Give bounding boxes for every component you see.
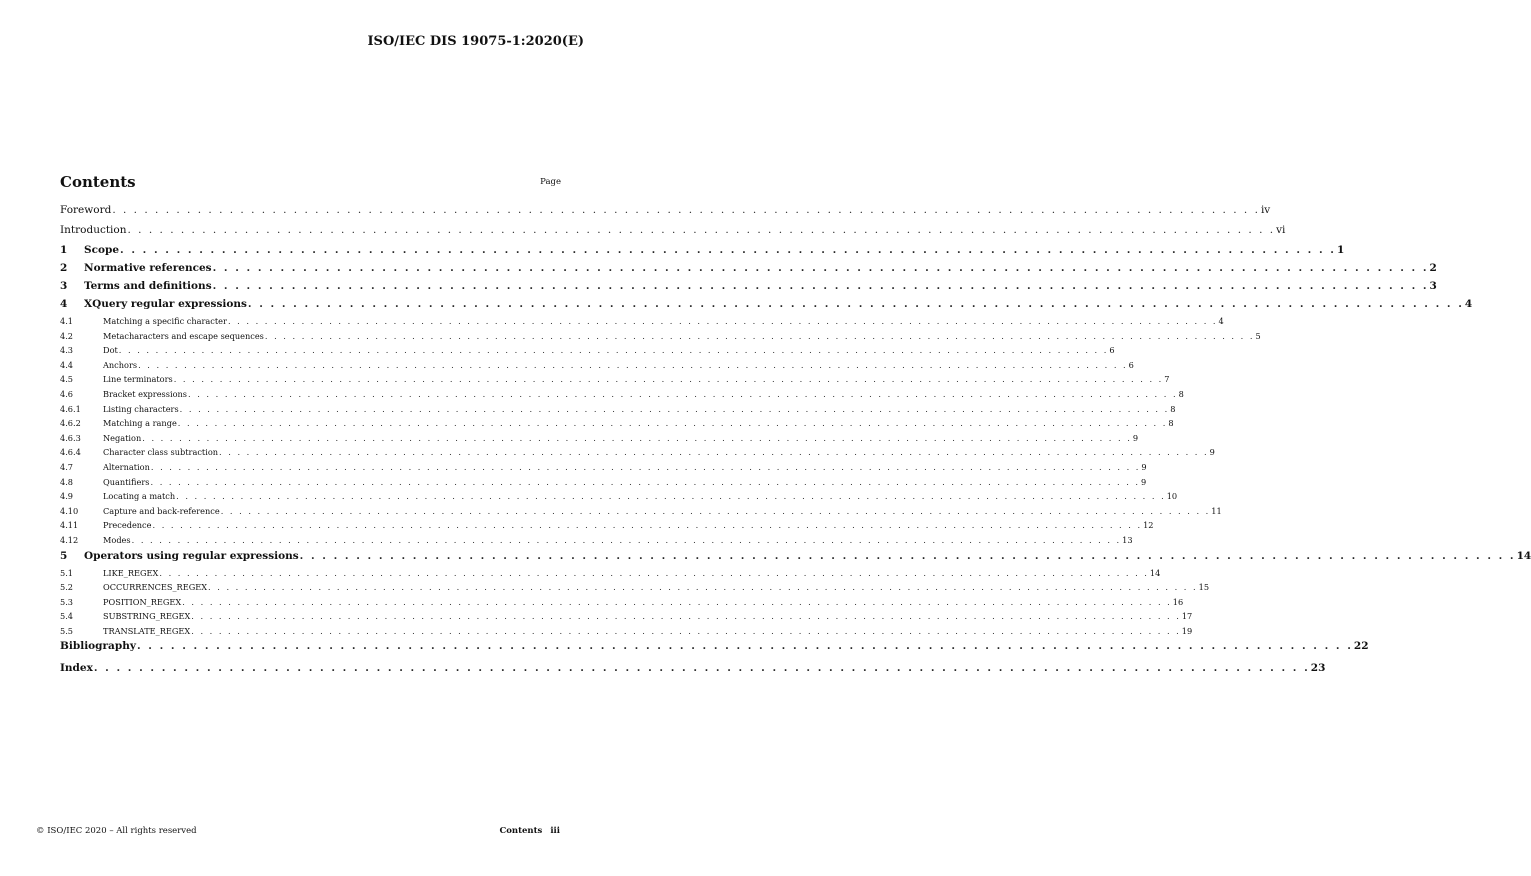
toc-entry-page: 22 [1353,640,1369,653]
toc-entry[interactable] [60,520,1154,535]
toc-dot-leader: . . . . . . . . . . . . . . . . . . . . . . . . . . . . . . . . . . . . . . . . . . . . . . . . . . . . . . . . . . . . . . . . . . . . . . . . . . . . . . . . . . . . . . . . . . . . . . . . . . . . . . . . . . . . [191,611,1181,622]
toc-entry-number: 5.1 [60,567,74,578]
toc-dot-leader: . . . . . . . . . . . . . . . . . . . . . . . . . . . . . . . . . . . . . . . . . . . . . . . . . . . . . . . . . . . . . . . . . . . . . . . . . . . . . . . . . . . . . . . . . . . . . . . . . . . . . . . . . . . . [182,596,1172,607]
toc-entry-title: Introduction [60,224,127,236]
toc-entry[interactable] [60,359,1134,375]
toc-entry-title: Matching a specific character [103,316,227,326]
toc-entry-title: Capture and back-reference [103,505,220,516]
toc-entry[interactable] [60,461,1147,477]
toc-entry-page: vi [1276,224,1286,236]
toc-entry-title: Negation [103,432,142,443]
toc-entry-page: 6 [1128,359,1134,370]
toc-dot-leader: . . . . . . . . . . . . . . . . . . . . . . . . . . . . . . . . . . . . . . . . . . . . . . . . . . . . . . . . . . . . . . . . . . . . . . . . . . . . . . . . . . . . . . . . . . . . . . . . . . . . . . . . . . . . [150,476,1141,487]
toc-dot-leader: . . . . . . . . . . . . . . . . . . . . . . . . . . . . . . . . . . . . . . . . . . . . . . . . . . . . . . . . . . . . . . . . . . . . . . . . . . . . . . . . . . . . . . . . . . . . . . . . . . . . . . . . . . . . [212,262,1429,274]
toc-entry-title: Alternation [103,461,150,472]
toc-entry[interactable] [60,262,1437,280]
toc-entry-page: 17 [1181,611,1193,622]
toc-dot-leader: . . . . . . . . . . . . . . . . . . . . . . . . . . . . . . . . . . . . . . . . . . . . . . . . . . . . . . . . . . . . . . . . . . . . . . . . . . . . . . . . . . . . . . . . . . . . . . . . . . . . . . . . . . . . [120,244,1336,256]
toc-entry-page: 14 [1149,567,1161,578]
toc-entry[interactable] [60,505,1222,521]
toc-entry[interactable] [60,596,1184,612]
toc-entry[interactable] [60,374,1170,389]
footer-copyright: © ISO/IEC 2020 – All rights reserved [36,826,197,836]
toc-entry-title: LIKE_REGEX [103,567,159,578]
toc-entry-title: Foreword [60,204,112,216]
toc-entry[interactable] [60,432,1139,448]
toc-entry-title: Modes [103,534,131,545]
toc-entry-number: 4.2 [60,330,74,341]
toc-entry[interactable] [60,447,1215,462]
toc-entry[interactable] [60,549,1531,568]
toc-entry-number: 5 [60,549,68,562]
toc-entry-number: 4.9 [60,491,74,502]
toc-entry-title: Terms and definitions [84,280,212,292]
toc-entry-title: Quantifiers [103,476,150,487]
toc-entry[interactable] [60,582,1210,597]
toc-entry-page: 14 [1516,549,1531,562]
toc-dot-leader: . . . . . . . . . . . . . . . . . . . . . . . . . . . . . . . . . . . . . . . . . . . . . . . . . . . . . . . . . . . . . . . . . . . . . . . . . . . . . . . . . . . . . . . . . . . . . . . . . . . . . . . . . . . . [118,345,1109,356]
toc-dot-leader: . . . . . . . . . . . . . . . . . . . . . . . . . . . . . . . . . . . . . . . . . . . . . . . . . . . . . . . . . . . . . . . . . . . . . . . . . . . . . . . . . . . . . . . . . . . . . . . . . . . . . . . . . . . . [152,520,1143,531]
toc-entry-page: 9 [1132,432,1139,443]
toc-dot-leader: . . . . . . . . . . . . . . . . . . . . . . . . . . . . . . . . . . . . . . . . . . . . . . . . . . . . . . . . . . . . . . . . . . . . . . . . . . . . . . . . . . . . . . . . . . . . . . . . . . . . . . . . . . . . [131,534,1122,545]
toc-entry-page: 13 [1122,534,1133,545]
toc-dot-leader: . . . . . . . . . . . . . . . . . . . . . . . . . . . . . . . . . . . . . . . . . . . . . . . . . . . . . . . . . . . . . . . . . . . . . . . . . . . . . . . . . . . . . . . . . . . . . . . . . . . . . . . . . . . . [227,316,1218,326]
toc-entry-page: 4 [1464,298,1473,310]
toc-entry-title: Anchors [103,359,138,370]
toc-entry-title: TRANSLATE_REGEX [103,625,191,636]
toc-entry[interactable] [60,611,1193,626]
toc-entry-number: 2 [60,262,68,274]
toc-entry-page: iv [1260,204,1271,216]
toc-entry-number: 4.11 [60,520,79,531]
toc-entry-page: 10 [1166,491,1178,502]
page-column-label: Page [540,177,561,187]
toc-entry-number: 4.12 [60,534,79,545]
toc-entry-page: 23 [1310,662,1326,675]
toc-dot-leader: . . . . . . . . . . . . . . . . . . . . . . . . . . . . . . . . . . . . . . . . . . . . . . . . . . . . . . . . . . . . . . . . . . . . . . . . . . . . . . . . . . . . . . . . . . . . . . . . . . . . . . . . . . . . [150,461,1141,472]
toc-entry-page: 6 [1109,345,1115,356]
toc-entry[interactable] [60,388,1184,404]
toc-entry-page: 19 [1181,625,1193,636]
toc-entry-title: XQuery regular expressions [84,298,247,310]
toc-dot-leader: . . . . . . . . . . . . . . . . . . . . . . . . . . . . . . . . . . . . . . . . . . . . . . . . . . . . . . . . . . . . . . . . . . . . . . . . . . . . . . . . . . . . . . . . . . . . . . . . . . . . . . . . . . . . [264,330,1255,341]
toc-entry-title: Locating a match [103,491,176,502]
footer-page-info [499,826,560,836]
toc-dot-leader: . . . . . . . . . . . . . . . . . . . . . . . . . . . . . . . . . . . . . . . . . . . . . . . . . . . . . . . . . . . . . . . . . . . . . . . . . . . . . . . . . . . . . . . . . . . . . . . . . . . . . . . . . . . . [247,298,1464,310]
toc-entry-page: 8 [1178,388,1184,399]
toc-entry-number: 4.4 [60,359,74,370]
toc-entry-number: 4.6 [60,388,74,399]
toc-entry-number: 4.6.1 [60,403,81,414]
toc-entry[interactable] [60,298,1473,316]
toc-entry[interactable] [60,345,1115,360]
toc-entry-number: 4.5 [60,374,74,385]
toc-entry[interactable] [60,330,1261,346]
document-identifier: ISO/IEC DIS 19075-1:2020(E) [367,34,584,49]
toc-entry-number: 5.3 [60,596,74,607]
toc-entry-page: 2 [1429,262,1437,274]
toc-entry[interactable] [60,244,1345,262]
toc-entry-title: Character class subtraction [103,447,219,458]
toc-entry[interactable] [60,534,1133,550]
toc-dot-leader: . . . . . . . . . . . . . . . . . . . . . . . . . . . . . . . . . . . . . . . . . . . . . . . . . . . . . . . . . . . . . . . . . . . . . . . . . . . . . . . . . . . . . . . . . . . . . . . . . . . . . . . . . . . . [220,505,1211,516]
toc-entry-number: 4.7 [60,461,74,472]
toc-entry-number: 4.6.4 [60,447,81,458]
toc-entry-number: 4.8 [60,476,74,487]
toc-dot-leader: . . . . . . . . . . . . . . . . . . . . . . . . . . . . . . . . . . . . . . . . . . . . . . . . . . . . . . . . . . . . . . . . . . . . . . . . . . . . . . . . . . . . . . . . . . . . . . . . . . . . . . . . . . . . [208,582,1198,593]
toc-entry[interactable] [60,403,1176,419]
toc-dot-leader: . . . . . . . . . . . . . . . . . . . . . . . . . . . . . . . . . . . . . . . . . . . . . . . . . . . . . . . . . . . . . . . . . . . . . . . . . . . . . . . . . . . . . . . . . . . . . . . . . . . . . . . . . . . . [176,491,1166,502]
toc-entry-title: Operators using regular expressions [84,549,299,562]
toc-entry-page: 8 [1168,418,1174,429]
toc-entry-page: 12 [1143,520,1154,531]
toc-entry-number: 4.10 [60,505,79,516]
toc-entry[interactable] [60,625,1193,641]
toc-entry-page: 16 [1172,596,1184,607]
toc-entry-page: 5 [1255,330,1261,341]
toc-entry-title: Precedence [103,520,152,531]
toc-entry-number: 4.6.3 [60,432,81,443]
toc-entry-page: 1 [1336,244,1345,256]
toc-entry[interactable] [60,418,1174,433]
toc-entry-title: Matching a range [103,418,177,429]
toc-entry-title: Line terminators [103,374,173,385]
toc-entry-number: 5.5 [60,625,74,636]
contents-heading: Contents [60,173,136,191]
toc-dot-leader: . . . . . . . . . . . . . . . . . . . . . . . . . . . . . . . . . . . . . . . . . . . . . . . . . . . . . . . . . . . . . . . . . . . . . . . . . . . . . . . . . . . . . . . . . . . . . . . . . . . . . . . . . . . . [173,374,1164,385]
toc-entry-number: 4.6.2 [60,418,81,429]
toc-entry-page: 9 [1209,447,1215,458]
toc-entry-number: 4.1 [60,316,74,326]
toc-dot-leader: . . . . . . . . . . . . . . . . . . . . . . . . . . . . . . . . . . . . . . . . . . . . . . . . . . . . . . . . . . . . . . . . . . . . . . . . . . . . . . . . . . . . . . . . . . . . . . . . . . . . . . . . . . . . [299,549,1516,562]
toc-entry[interactable] [60,204,1271,224]
toc-entry-title: Bibliography [60,640,136,653]
toc-dot-leader: . . . . . . . . . . . . . . . . . . . . . . . . . . . . . . . . . . . . . . . . . . . . . . . . . . . . . . . . . . . . . . . . . . . . . . . . . . . . . . . . . . . . . . . . . . . . . . . . . . . . . . . . . . . . [159,567,1149,578]
toc-entry[interactable] [60,316,1224,331]
toc-dot-leader: . . . . . . . . . . . . . . . . . . . . . . . . . . . . . . . . . . . . . . . . . . . . . . . . . . . . . . . . . . . . . . . . . . . . . . . . . . . . . . . . . . . . . . . . . . . . . . . . . . . . . . . . . . . . [191,625,1181,636]
toc-entry-title: SUBSTRING_REGEX [103,611,191,622]
table-of-contents [60,204,1531,684]
toc-entry-title: Listing characters [103,403,179,414]
toc-entry[interactable] [60,280,1437,298]
toc-entry-number: 5.4 [60,611,74,622]
toc-entry[interactable] [60,662,1326,684]
toc-entry-title: POSITION_REGEX [103,596,182,607]
toc-entry-title: Index [60,662,93,675]
toc-entry-page: 11 [1211,505,1222,516]
toc-dot-leader: . . . . . . . . . . . . . . . . . . . . . . . . . . . . . . . . . . . . . . . . . . . . . . . . . . . . . . . . . . . . . . . . . . . . . . . . . . . . . . . . . . . . . . . . . . . . . . . . . . . . . . . . . . . . [93,662,1310,675]
toc-entry-page: 9 [1141,461,1147,472]
toc-entry-page: 9 [1141,476,1147,487]
toc-entry[interactable] [60,476,1147,492]
toc-entry-number: 4 [60,298,68,310]
toc-dot-leader: . . . . . . . . . . . . . . . . . . . . . . . . . . . . . . . . . . . . . . . . . . . . . . . . . . . . . . . . . . . . . . . . . . . . . . . . . . . . . . . . . . . . . . . . . . . . . . . . . . . . . . . . . . . . [127,224,1276,236]
footer-section-label: Contents [499,826,543,836]
toc-entry[interactable] [60,491,1178,506]
toc-dot-leader: . . . . . . . . . . . . . . . . . . . . . . . . . . . . . . . . . . . . . . . . . . . . . . . . . . . . . . . . . . . . . . . . . . . . . . . . . . . . . . . . . . . . . . . . . . . . . . . . . . . . . . . . . . . . [212,280,1429,292]
toc-dot-leader: . . . . . . . . . . . . . . . . . . . . . . . . . . . . . . . . . . . . . . . . . . . . . . . . . . . . . . . . . . . . . . . . . . . . . . . . . . . . . . . . . . . . . . . . . . . . . . . . . . . . . . . . . . . . [112,204,1260,216]
toc-dot-leader: . . . . . . . . . . . . . . . . . . . . . . . . . . . . . . . . . . . . . . . . . . . . . . . . . . . . . . . . . . . . . . . . . . . . . . . . . . . . . . . . . . . . . . . . . . . . . . . . . . . . . . . . . . . . [188,388,1178,399]
toc-dot-leader: . . . . . . . . . . . . . . . . . . . . . . . . . . . . . . . . . . . . . . . . . . . . . . . . . . . . . . . . . . . . . . . . . . . . . . . . . . . . . . . . . . . . . . . . . . . . . . . . . . . . . . . . . . . . [138,359,1128,370]
toc-entry-title: Dot [103,345,118,356]
toc-dot-leader: . . . . . . . . . . . . . . . . . . . . . . . . . . . . . . . . . . . . . . . . . . . . . . . . . . . . . . . . . . . . . . . . . . . . . . . . . . . . . . . . . . . . . . . . . . . . . . . . . . . . . . . . . . . . [219,447,1209,458]
toc-entry-title: OCCURRENCES_REGEX [103,582,208,593]
toc-entry-page: 4 [1218,316,1224,326]
toc-entry-page: 7 [1164,374,1170,385]
toc-entry-number: 3 [60,280,68,292]
toc-entry-title: Metacharacters and escape sequences [103,330,264,341]
toc-entry-number: 4.3 [60,345,74,356]
toc-entry-title: Bracket expressions [103,388,187,399]
toc-entry-title: Normative references [84,262,212,274]
toc-entry-number: 1 [60,244,68,256]
toc-entry[interactable] [60,640,1369,662]
toc-entry-page: 3 [1429,280,1437,292]
toc-entry[interactable] [60,567,1161,583]
footer-page-number: iii [550,826,560,836]
toc-dot-leader: . . . . . . . . . . . . . . . . . . . . . . . . . . . . . . . . . . . . . . . . . . . . . . . . . . . . . . . . . . . . . . . . . . . . . . . . . . . . . . . . . . . . . . . . . . . . . . . . . . . . . . . . . . . . [179,403,1170,414]
toc-dot-leader: . . . . . . . . . . . . . . . . . . . . . . . . . . . . . . . . . . . . . . . . . . . . . . . . . . . . . . . . . . . . . . . . . . . . . . . . . . . . . . . . . . . . . . . . . . . . . . . . . . . . . . . . . . . . [177,418,1168,429]
toc-entry-page: 8 [1170,403,1176,414]
toc-dot-leader: . . . . . . . . . . . . . . . . . . . . . . . . . . . . . . . . . . . . . . . . . . . . . . . . . . . . . . . . . . . . . . . . . . . . . . . . . . . . . . . . . . . . . . . . . . . . . . . . . . . . . . . . . . . . [136,640,1353,653]
toc-entry-title: Scope [84,244,120,256]
toc-dot-leader: . . . . . . . . . . . . . . . . . . . . . . . . . . . . . . . . . . . . . . . . . . . . . . . . . . . . . . . . . . . . . . . . . . . . . . . . . . . . . . . . . . . . . . . . . . . . . . . . . . . . . . . . . . . . [142,432,1132,443]
toc-entry-page: 15 [1198,582,1210,593]
toc-entry[interactable] [60,224,1286,244]
toc-entry-number: 5.2 [60,582,74,593]
